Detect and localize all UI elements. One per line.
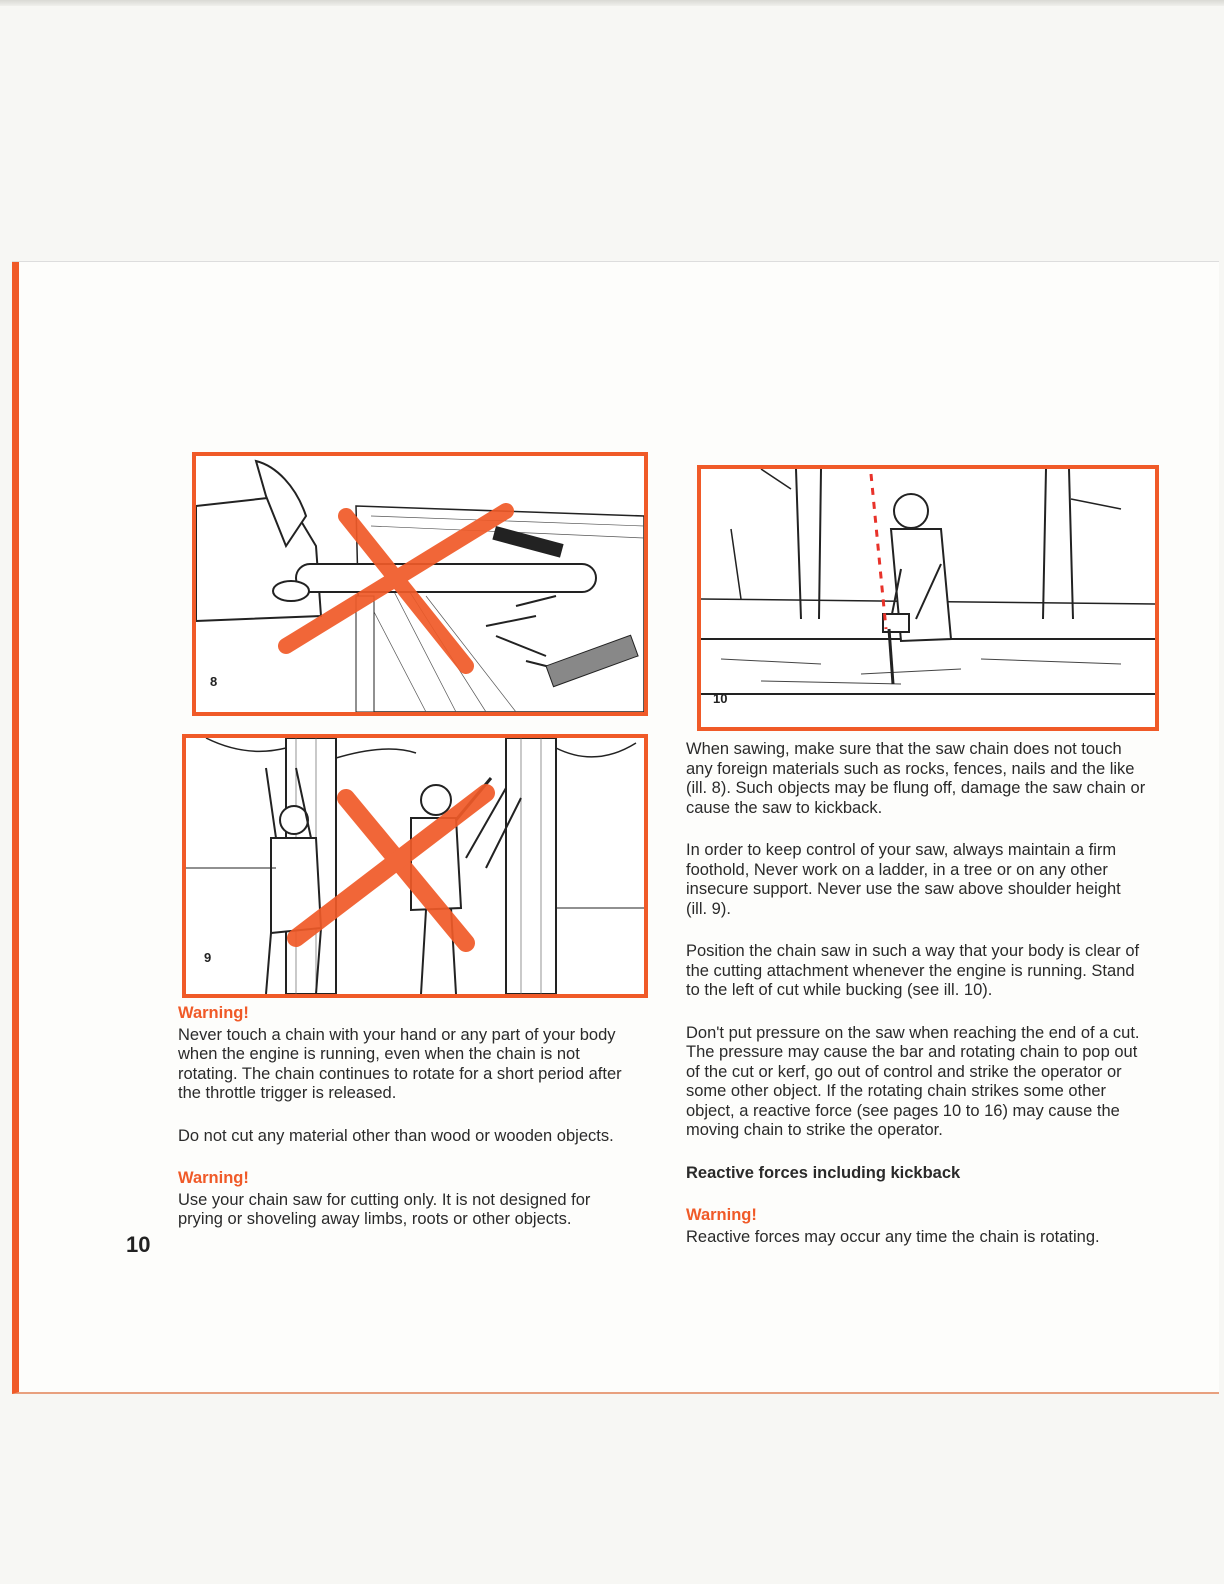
- figure-9-illustration: [186, 738, 644, 994]
- left-column: [178, 1004, 638, 1253]
- paragraph-pressure: Don't put pressure on the saw when reaching the end of a cut. The pressure may cause the bar and rotating chain to pop out of the cut or kerf, go out of control and strike the operator or some other object. If the rotating chain strikes some other object, a reactive force (see pages 10 to 16) may cause the moving chain to strike the operator.: [686, 1023, 1140, 1139]
- warning-title-3: Warning!: [686, 1206, 757, 1224]
- figure-10: [697, 465, 1159, 731]
- warning-text-2: Use your chain saw for cutting only. It is not designed for prying or shoveling away limbs, roots or other objects.: [178, 1190, 591, 1228]
- figure-8-illustration: [196, 456, 644, 712]
- figure-8: [192, 452, 648, 716]
- warning-text-1: Never touch a chain with your hand or any part of your body when the engine is running, even when the chain is not rotating. The chain continues to rotate for a short period after the throttle trigger is released.: [178, 1025, 622, 1102]
- figure-9: [182, 734, 648, 998]
- right-column: [686, 740, 1146, 1270]
- scan-top-edge: [0, 0, 1224, 6]
- figure-10-number: 10: [713, 691, 728, 706]
- paragraph-foothold: In order to keep control of your saw, always maintain a firm foothold, Never work on a ladder, in a tree or on any other insecure support. Never use the saw above shoulder height (ill. 9).: [686, 841, 1121, 918]
- warning-title-2: Warning!: [178, 1169, 249, 1187]
- page-number: 10: [126, 1232, 151, 1257]
- warning-title-1: Warning!: [178, 1004, 249, 1022]
- paragraph-position: Position the chain saw in such a way that your body is clear of the cutting attachment whenever the engine is running. Stand to the left of cut while bucking (see ill. 10).: [686, 942, 1140, 999]
- figure-10-illustration: [701, 469, 1155, 727]
- figure-9-number: 9: [204, 950, 212, 965]
- section-heading-reactive-forces: Reactive forces including kickback: [686, 1163, 961, 1182]
- figure-8-number: 8: [210, 674, 218, 689]
- paragraph-foreign-materials: When sawing, make sure that the saw chain does not touch any foreign materials such as rocks, fences, nails and the like (ill. 8). Such objects may be flung off, damage the saw chain or cause the saw to kickback.: [686, 740, 1146, 817]
- warning-text-3: Reactive forces may occur any time the chain is rotating.: [686, 1227, 1100, 1246]
- paragraph-wood-only: Do not cut any material other than wood or wooden objects.: [178, 1126, 614, 1145]
